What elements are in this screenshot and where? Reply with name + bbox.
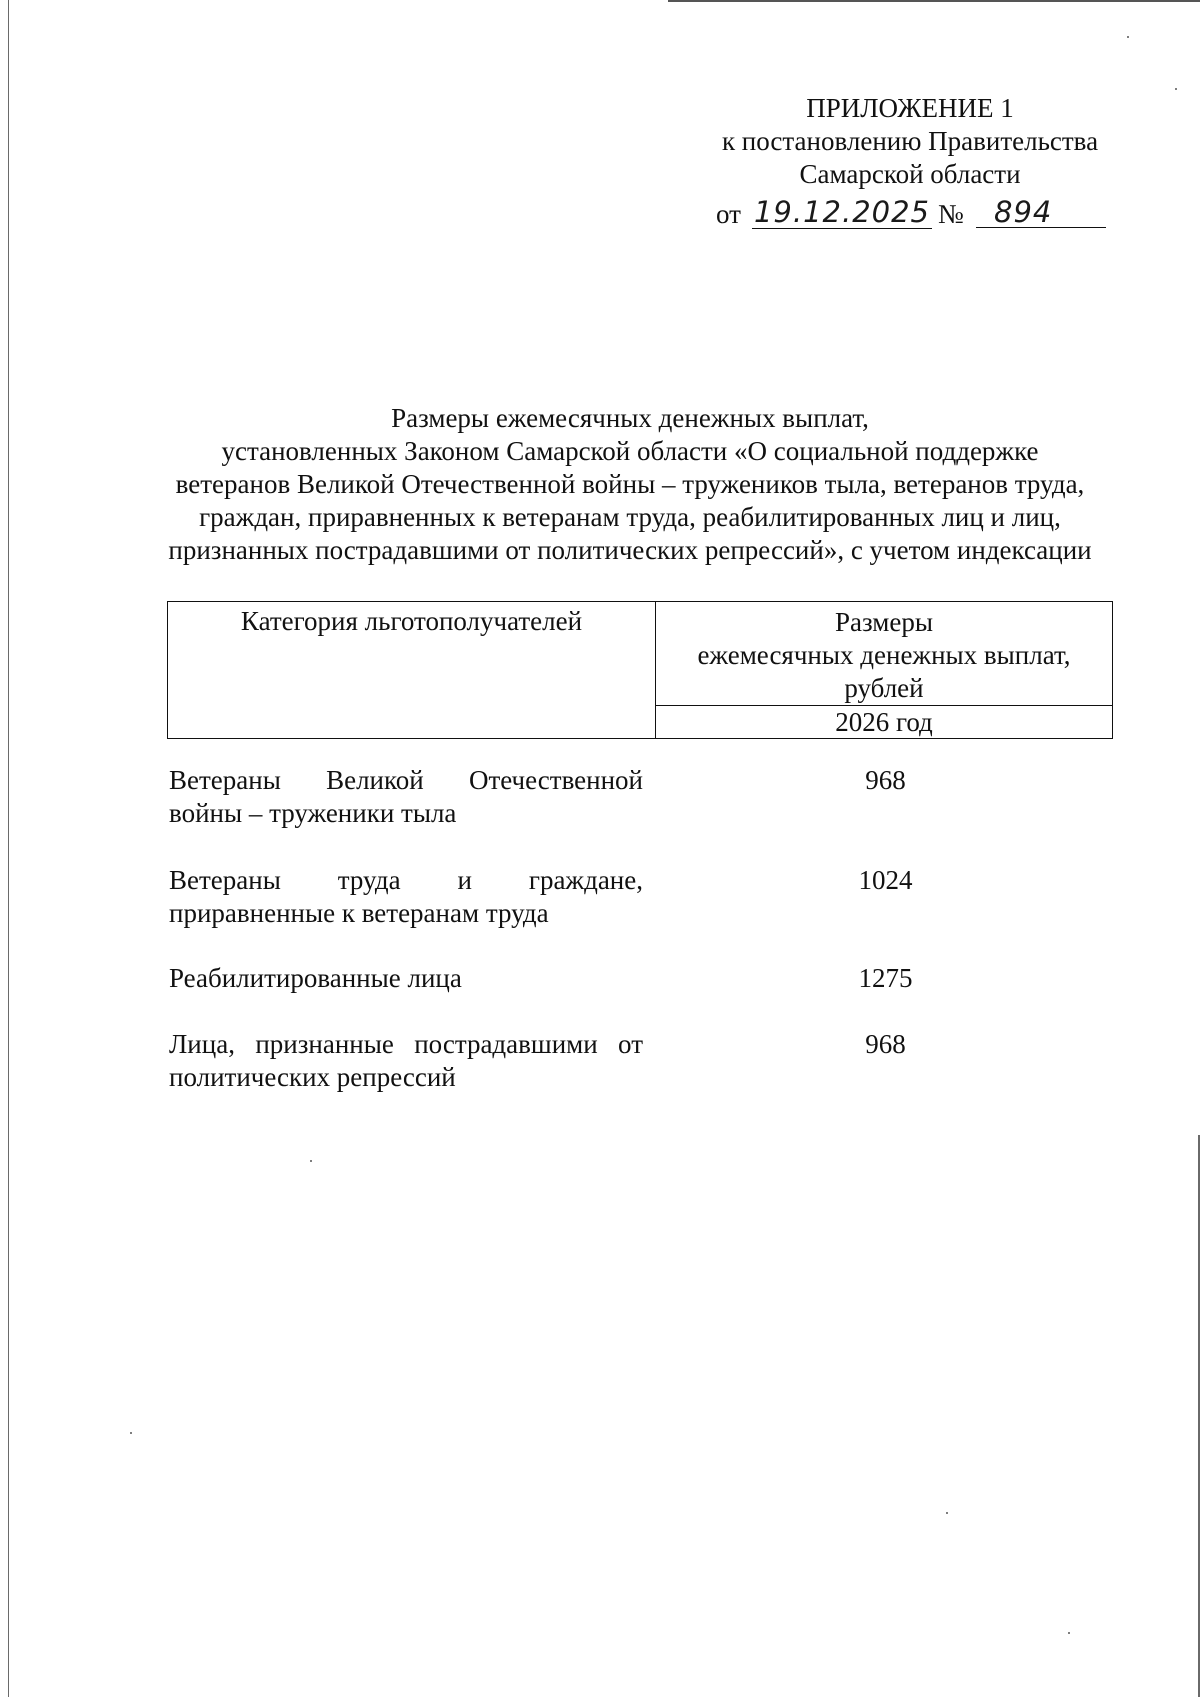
scan-speck [310,1160,312,1162]
title-line: установленных Законом Самарской области «О социальной поддержке [221,436,1039,466]
title-line: Размеры ежемесячных денежных выплат, [391,403,869,433]
row-amount: 1275 [858,963,913,993]
scan-speck [946,1512,948,1514]
header-sizes-line: ежемесячных денежных выплат, [697,640,1071,670]
row-amount: 968 [865,765,906,795]
row-category: Лица, признанные пострадавшими от политических репрессий [169,1029,643,1092]
header-sizes [656,602,1113,706]
header-year [656,706,1113,739]
header-year-label: 2026 год [835,707,933,737]
header-sizes-line: рублей [844,673,924,703]
row-amount: 968 [865,1029,906,1059]
row-category: Реабилитированные лица [169,963,462,993]
table-row [169,1028,1115,1098]
resolution-date: 19.12.2025 [753,195,931,229]
table-row [169,764,1115,864]
row-amount: 1024 [858,865,913,895]
scan-edge-left [8,0,9,1697]
resolution-date-line [716,196,1106,232]
table-header [167,601,1113,739]
number-sign: № [938,199,964,229]
scan-edge-top [668,0,1200,2]
appendix-title: ПРИЛОЖЕНИЕ 1 [806,93,1014,123]
table-body [169,764,1115,1098]
scan-speck [130,1432,132,1434]
row-category: Ветераны труда и граждане, приравненные к ветеранам труда [169,865,643,928]
date-prefix: от [716,199,741,229]
scan-speck [1175,88,1177,90]
title-line: ветеранов Великой Отечественной войны – тружеников тыла, ветеранов труда, [175,469,1085,499]
appendix-line-3: Самарской области [799,159,1021,189]
header-category [168,602,656,739]
title-line: признанных пострадавшими от политических репрессий», с учетом индексации [168,535,1092,565]
title-line: граждан, приравненных к ветеранам труда, реабилитированных лиц и лиц, [199,502,1061,532]
scan-speck [1127,36,1129,38]
appendix-line-2: к постановлению Правительства [721,126,1099,156]
row-category: Ветераны Великой Отечественной войны – труженики тыла [169,765,643,828]
document-title [140,402,1120,567]
table-row [169,864,1115,962]
scan-speck [1068,1632,1070,1634]
header-category-label: Категория льготополучателей [240,606,583,636]
header-sizes-line: Размеры [835,607,933,637]
resolution-number: 894 [976,194,1106,228]
appendix-header [700,92,1120,191]
table-row [169,962,1115,1028]
